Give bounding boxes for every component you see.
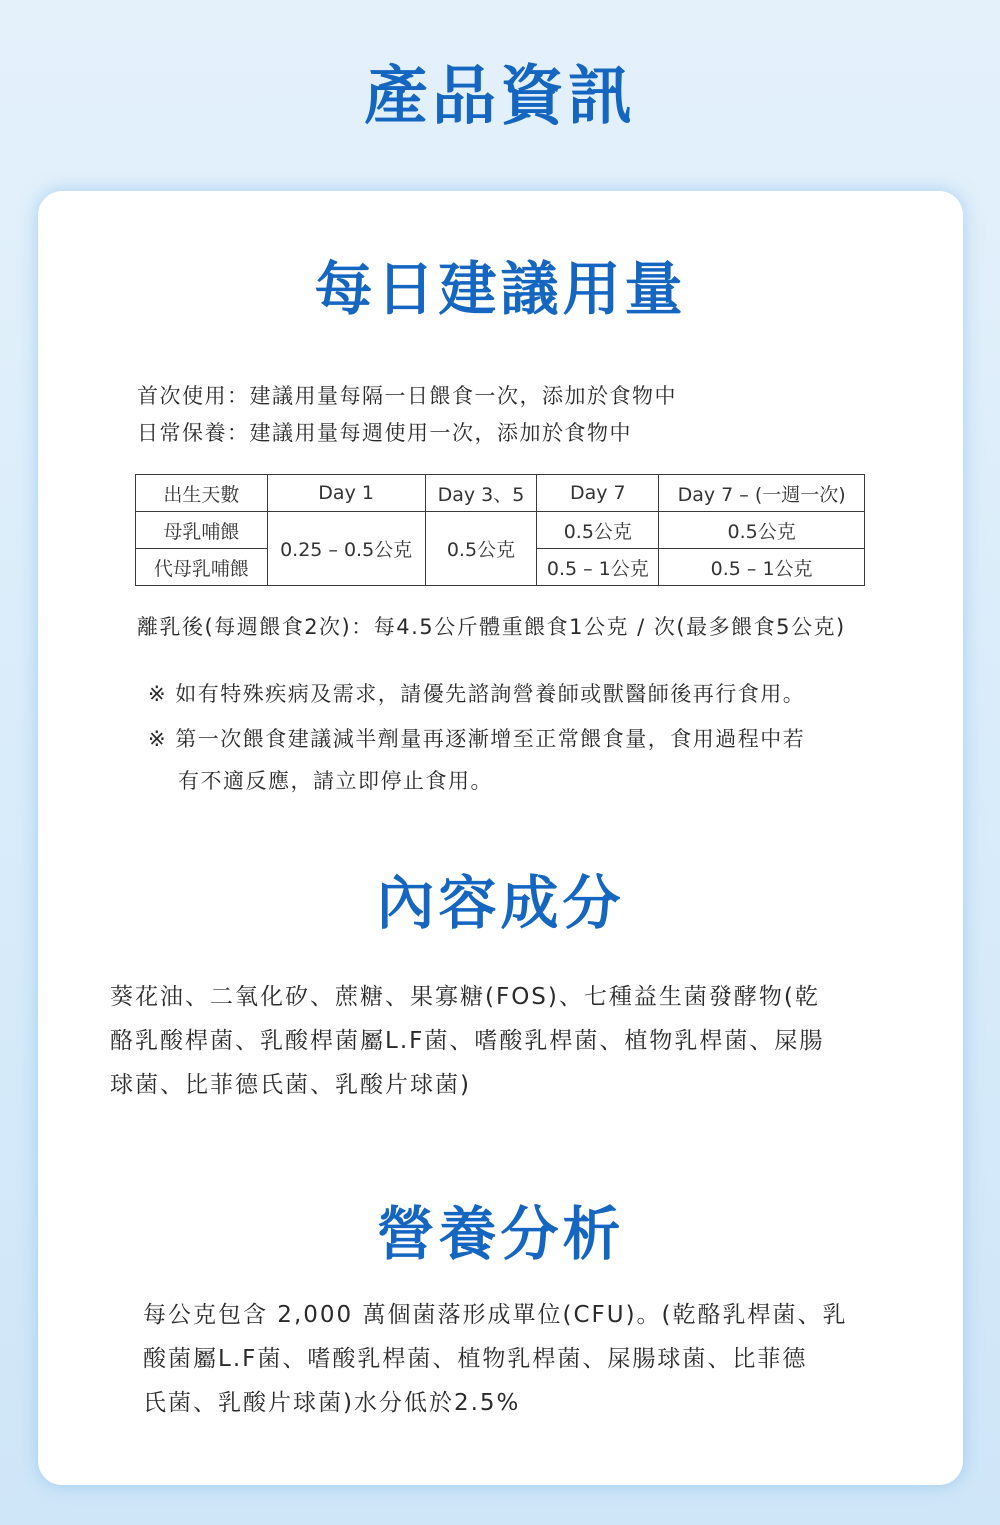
note-line: ※ 第一次餵食建議減半劑量再逐漸增至正常餵食量，食用過程中若 (148, 727, 806, 751)
nutrition-heading: 營養分析 (376, 1200, 625, 1268)
nutrition-line: 每公克包含 2,000 萬個菌落形成單位(CFU)。(乾酪乳桿菌、乳 (143, 1302, 848, 1328)
ingredients-line: 葵花油、二氧化矽、蔗糖、果寡糖(FOS)、七種益生菌發酵物(乾 (110, 984, 820, 1010)
page-title: 產品資訊 (364, 60, 636, 134)
daily-care-text: 日常保養：建議用量每週使用一次，添加於食物中 (137, 421, 632, 445)
product-info-card (38, 191, 963, 1485)
table-header-cell: 出生天數 (136, 475, 268, 512)
ingredients-line: 酪乳酸桿菌、乳酸桿菌屬L.F菌、嗜酸乳桿菌、植物乳桿菌、屎腸 (110, 1028, 825, 1054)
first-use-text: 首次使用：建議用量每隔一日餵食一次，添加於食物中 (137, 384, 677, 408)
weekly-breast-cell: 0.5公克 (659, 512, 865, 549)
day1-dose-cell: 0.25 – 0.5公克 (267, 512, 425, 586)
weekly-formula-cell: 0.5 – 1公克 (659, 549, 865, 586)
note-line: 有不適反應，請立即停止食用。 (178, 769, 493, 793)
daily-dosage-heading: 每日建議用量 (314, 255, 687, 323)
day35-dose-cell: 0.5公克 (425, 512, 537, 586)
weaning-note: 離乳後(每週餵食2次)：每4.5公斤體重餵食1公克 / 次(最多餵食5公克) (137, 615, 846, 639)
table-header-row (136, 475, 865, 512)
row-label-formula: 代母乳哺餵 (136, 549, 268, 586)
table-header-cell: Day 7 (537, 475, 659, 512)
day7-breast-cell: 0.5公克 (537, 512, 659, 549)
row-label-breast: 母乳哺餵 (136, 512, 268, 549)
nutrition-line: 酸菌屬L.F菌、嗜酸乳桿菌、植物乳桿菌、屎腸球菌、比菲德 (143, 1346, 808, 1372)
table-header-cell: Day 1 (267, 475, 425, 512)
nutrition-text (143, 1293, 923, 1425)
ingredients-heading: 內容成分 (376, 869, 625, 937)
table-row (136, 512, 865, 549)
day7-formula-cell: 0.5 – 1公克 (537, 549, 659, 586)
table-header-cell: Day 3、5 (425, 475, 537, 512)
ingredients-line: 球菌、比菲德氏菌、乳酸片球菌) (110, 1072, 471, 1098)
dosage-table (135, 474, 865, 586)
ingredients-text (110, 975, 910, 1107)
table-header-cell: Day 7 – (一週一次) (659, 475, 865, 512)
note-line: ※ 如有特殊疾病及需求，請優先諮詢營養師或獸醫師後再行食用。 (148, 682, 806, 706)
nutrition-line: 氏菌、乳酸片球菌)水分低於2.5% (143, 1390, 521, 1416)
